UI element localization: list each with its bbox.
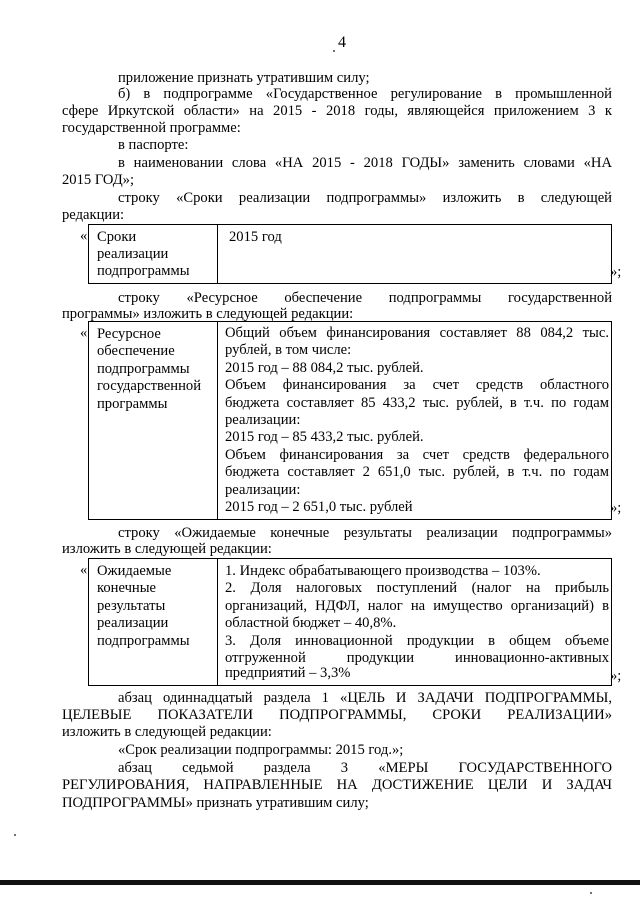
text-line: строку «Ожидаемые конечные результаты реализации подпрограммы»	[118, 525, 612, 541]
table-value-line: предприятий – 3,3%	[225, 665, 351, 681]
table-results	[88, 558, 612, 686]
scan-speck	[333, 50, 335, 52]
table-deadlines	[88, 224, 612, 284]
text-line: программы» изложить в следующей редакции:	[62, 306, 354, 322]
table-resources	[88, 321, 612, 520]
text-line: ЦЕЛЕВЫЕ ПОКАЗАТЕЛИ ПОДПРОГРАММЫ, СРОКИ РЕАЛИЗАЦИИ»	[62, 707, 612, 723]
table-label-line: реализации	[97, 615, 169, 632]
open-quote: «	[80, 325, 88, 341]
table-value-line: Общий объем финансирования составляет 88 084,2 тыс.	[225, 325, 609, 341]
table-value-line: организаций, НДФЛ, налог на имущество организаций) в	[225, 597, 609, 614]
close-quote: »;	[610, 264, 622, 280]
table-value-line: 2015 год – 88 084,2 тыс. рублей.	[225, 359, 424, 376]
scan-speck	[14, 834, 16, 836]
text-line: редакции:	[62, 207, 125, 223]
text-line: РЕГУЛИРОВАНИЯ, НАПРАВЛЕННЫЕ НА ДОСТИЖЕНИЕ ЦЕЛИ И ЗАДАЧ	[62, 777, 612, 793]
table-value-line: 3. Доля инновационной продукции в общем объеме	[225, 632, 609, 649]
text-line: б) в подпрограмме «Государственное регулирование в промышленной	[118, 86, 612, 102]
open-quote: «	[80, 228, 88, 244]
table-label-line: государственной	[97, 378, 202, 395]
text-line: «Срок реализации подпрограммы: 2015 год.»;	[118, 742, 404, 758]
close-quote: »;	[610, 500, 622, 516]
table-value-line: Объем финансирования за счет средств областного	[225, 377, 609, 394]
table-value-line: рублей, в том числе:	[225, 342, 352, 359]
table-label-line: подпрограммы	[97, 360, 190, 377]
text-line: изложить в следующей редакции:	[62, 724, 272, 740]
table-value-line: 2015 год	[229, 229, 282, 245]
table-value-line: 2. Доля налоговых поступлений (налог на прибыль	[225, 580, 609, 597]
table-value-line: отгруженной продукции инновационно-активных	[225, 650, 609, 666]
text-line: 2015 ГОД»;	[62, 172, 135, 188]
table-value-line: 2015 год – 2 651,0 тыс. рублей	[225, 499, 413, 515]
table-value-line: бюджета составляет 85 433,2 тыс. рублей, в т.ч. по годам	[225, 394, 609, 411]
page-number: 4	[338, 34, 346, 51]
table-label-line: реализации	[97, 246, 169, 262]
scan-edge-line	[0, 880, 640, 885]
text-line: в наименовании слова «НА 2015 - 2018 ГОДЫ» заменить словами «НА	[118, 155, 612, 171]
text-line: абзац седьмой раздела 3 «МЕРЫ ГОСУДАРСТВЕННОГО	[118, 760, 612, 776]
table-value-line: бюджета составляет 2 651,0 тыс. рублей, в т.ч. по годам	[225, 464, 609, 481]
table-label-line: обеспечение	[97, 343, 175, 360]
table-value-line: Объем финансирования за счет средств федерального	[225, 446, 609, 463]
table-value-line: 2015 год – 85 433,2 тыс. рублей.	[225, 429, 424, 446]
text-line: приложение признать утратившим силу;	[118, 70, 370, 86]
table-label-line: подпрограммы	[97, 263, 190, 279]
table-label-line: подпрограммы	[97, 632, 190, 649]
table-label-line: результаты	[97, 597, 166, 614]
close-quote: »;	[610, 668, 622, 684]
table-value-line: реализации:	[225, 481, 301, 498]
table-label-line: конечные	[97, 580, 157, 597]
table-value-line: 1. Индекс обрабатывающего производства – 103%.	[225, 563, 541, 579]
text-line: строку «Сроки реализации подпрограммы» изложить в следующей	[118, 190, 612, 206]
table-value-line: реализации:	[225, 412, 301, 428]
table-label-line: Ожидаемые	[97, 563, 172, 579]
text-line: изложить в следующей редакции:	[62, 541, 272, 557]
text-line: ПОДПРОГРАММЫ» признать утратившим силу;	[62, 795, 369, 811]
text-line: в паспорте:	[118, 137, 189, 153]
scan-speck	[590, 892, 592, 894]
table-label-line: Ресурсное	[97, 326, 161, 342]
table-label-line: программы	[97, 395, 168, 412]
text-line: сфере Иркутской области» на 2015 - 2018 годы, являющейся приложением 3 к	[62, 103, 612, 119]
text-line: абзац одиннадцатый раздела 1 «ЦЕЛЬ И ЗАДАЧИ ПОДПРОГРАММЫ,	[118, 690, 612, 706]
open-quote: «	[80, 562, 88, 578]
table-value-line: областной бюджет – 40,8%.	[225, 615, 397, 632]
table-label-line: Сроки	[97, 229, 137, 245]
text-line: строку «Ресурсное обеспечение подпрограммы государственной	[118, 290, 612, 306]
text-line: государственной программе:	[62, 120, 241, 136]
